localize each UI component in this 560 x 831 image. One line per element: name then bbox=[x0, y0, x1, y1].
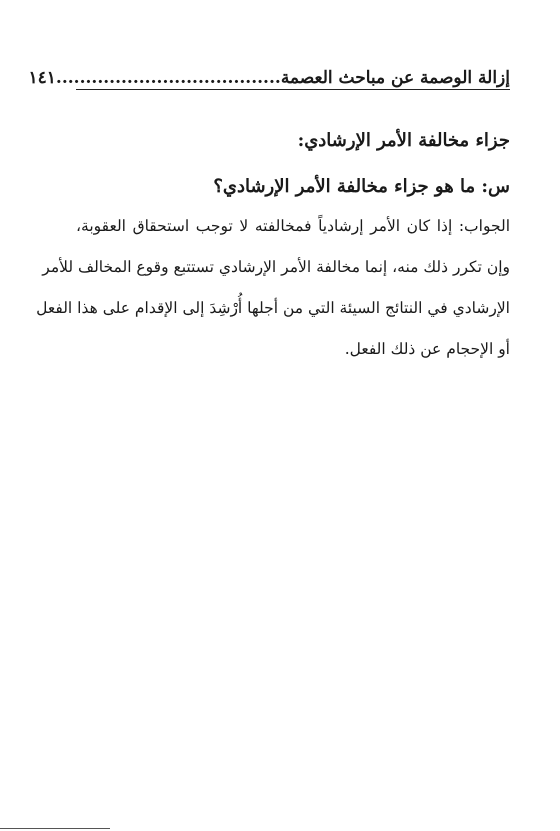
answer-line: الجواب: إذا كان الأمر إرشادياً فمخالفته لا توجب استحقاق العقوبة، bbox=[76, 217, 510, 235]
header-divider bbox=[76, 89, 510, 90]
header-title bbox=[56, 68, 510, 88]
header-title-text: إزالة الوصمة عن مباحث العصمة bbox=[280, 68, 510, 88]
header-leader-dots: ...................................... bbox=[55, 68, 281, 88]
page-number: ١٤١ bbox=[28, 68, 56, 88]
answer-line: الإرشادي في النتائج السيئة التي من أجلها أُرْشِدَ إلى الإقدام على هذا الفعل bbox=[36, 299, 510, 317]
running-header bbox=[28, 58, 510, 88]
answer-paragraph bbox=[36, 206, 510, 370]
answer-line: وإن تكرر ذلك منه، إنما مخالفة الأمر الإرشادي تستتبع وقوع المخالف للأمر bbox=[42, 258, 510, 276]
question-heading: س: ما هو جزاء مخالفة الأمر الإرشادي؟ bbox=[213, 176, 510, 197]
section-heading: جزاء مخالفة الأمر الإرشادي: bbox=[297, 130, 510, 151]
answer-line: أو الإحجام عن ذلك الفعل. bbox=[344, 340, 510, 358]
page-edge-line bbox=[0, 828, 110, 829]
